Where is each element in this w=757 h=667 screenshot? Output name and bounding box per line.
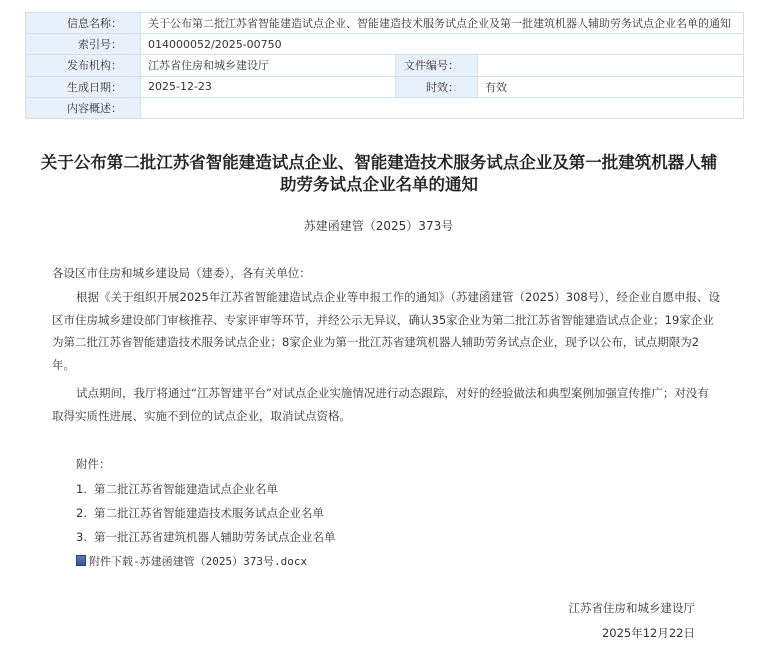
meta-value-validity: 有效 [478, 76, 744, 97]
attachment-download-label: 附件下载-苏建函建管（2025）373号.docx [89, 555, 308, 568]
attachment-item [76, 529, 336, 545]
attachment-number: 2. [76, 506, 87, 520]
meta-label-info-name: 信息名称： [26, 13, 141, 34]
meta-row-info-name [26, 13, 744, 34]
document-number: 苏建函建管（2025）373号 [303, 219, 454, 233]
meta-value-date: 2025-12-23 [141, 76, 396, 97]
attachment-item [76, 481, 278, 497]
meta-row-date [26, 76, 744, 97]
meta-value-summary [141, 97, 744, 118]
attachment-text: 第一批江苏省建筑机器人辅助劳务试点企业名单 [94, 530, 336, 544]
signature-date: 2025年12月22日 [601, 626, 695, 640]
article-title: 关于公布第二批江苏省智能建造试点企业、智能建造技术服务试点企业及第一批建筑机器人辅助劳务试点企业名单的通知 [40, 153, 718, 194]
meta-value-info-name: 关于公布第二批江苏省智能建造试点企业、智能建造技术服务试点企业及第一批建筑机器人辅助劳务试点企业名单的通知 [141, 13, 744, 34]
meta-row-publisher [26, 55, 744, 76]
meta-value-publisher: 江苏省住房和城乡建设厅 [141, 55, 396, 76]
attachment-text: 第二批江苏省智能建造技术服务试点企业名单 [94, 506, 324, 520]
meta-label-date: 生成日期： [26, 76, 141, 97]
document-icon [76, 555, 86, 566]
meta-label-summary: 内容概述： [26, 97, 141, 118]
meta-row-summary [26, 97, 744, 118]
metadata-table [25, 12, 744, 119]
attachments-heading: 附件： [76, 457, 111, 471]
attachment-number: 1. [76, 482, 87, 496]
attachment-download-link[interactable] [76, 553, 307, 569]
meta-row-index [26, 34, 744, 55]
meta-value-file-no [478, 55, 744, 76]
attachment-number: 3. [76, 530, 87, 544]
meta-label-validity: 时效： [396, 76, 478, 97]
meta-label-file-no: 文件编号： [396, 55, 478, 76]
body-paragraph-1: 根据《关于组织开展2025年江苏省智能建造试点企业等申报工作的通知》（苏建函建管（2025）308号），经企业自愿申报、设区市住房城乡建设部门审核推荐、专家评审等环节，并经公示无异议，确认35家企业为第二批江苏省智能建造试点企业；19家企业为第二批江苏省智能建造技术服务试点企业；8家企业为第一批江苏省建筑机器人辅助劳务试点企业，现予以公布，试点期限为2年。 [52, 290, 720, 372]
attachment-text: 第二批江苏省智能建造试点企业名单 [94, 482, 278, 496]
meta-value-index: 014000052/2025-00750 [141, 34, 744, 55]
meta-label-publisher: 发布机构： [26, 55, 141, 76]
meta-label-index: 索引号： [26, 34, 141, 55]
attachment-item [76, 505, 324, 521]
signature-organization: 江苏省住房和城乡建设厅 [568, 601, 695, 615]
body-paragraph-2: 试点期间，我厅将通过“江苏智建平台”对试点企业实施情况进行动态跟踪，对好的经验做法和典型案例加强宣传推广；对没有取得实质性进展、实施不到位的试点企业，取消试点资格。 [52, 386, 709, 423]
salutation: 各设区市住房和城乡建设局（建委），各有关单位： [52, 266, 311, 280]
